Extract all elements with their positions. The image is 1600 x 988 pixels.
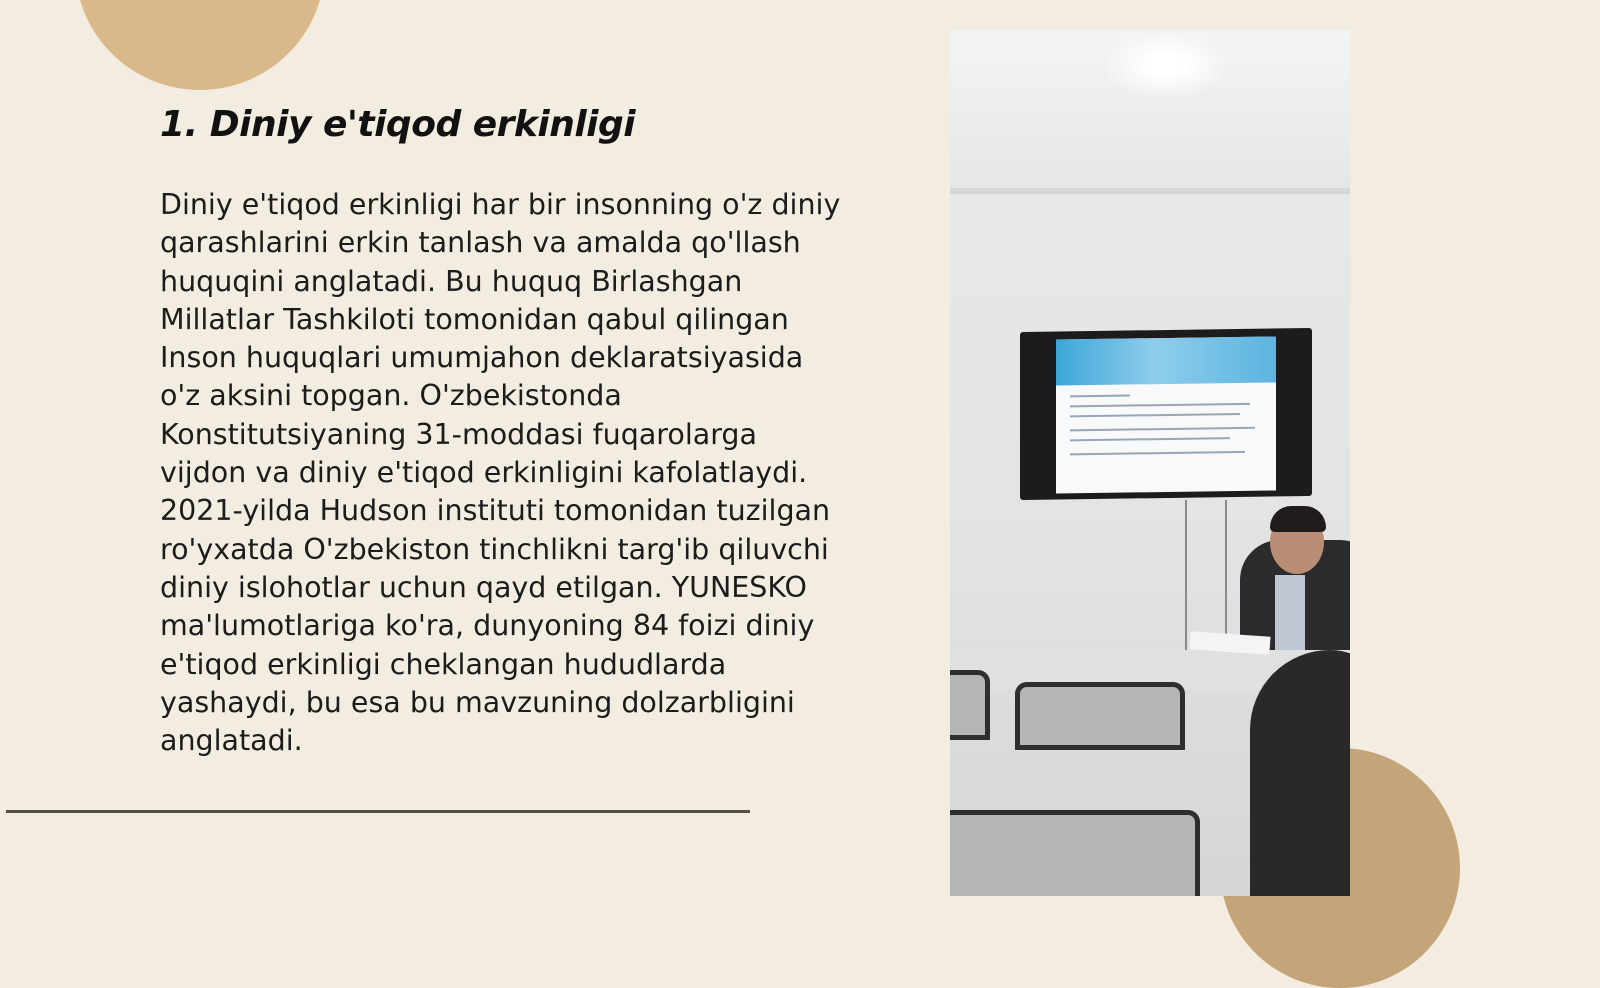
wall-trim — [950, 188, 1350, 194]
chair — [950, 670, 990, 740]
foreground-person — [1250, 650, 1350, 896]
classroom-photo — [950, 30, 1350, 896]
chair — [1015, 682, 1185, 750]
decorative-circle-top — [75, 0, 325, 90]
divider-line — [6, 810, 750, 813]
ceiling-light — [1100, 30, 1230, 100]
chair — [950, 810, 1200, 896]
presentation-screen — [1056, 336, 1276, 493]
presenter-hair — [1270, 506, 1326, 532]
screen-banner — [1056, 336, 1276, 385]
slide-title: 1. Diniy e'tiqod erkinligi — [160, 104, 636, 145]
wall-screen — [1020, 328, 1312, 500]
tv-cable — [1185, 500, 1187, 650]
slide-body-text: Diniy e'tiqod erkinligi har bir insonning o'z diniy qarashlarini erkin tanlash va amalda qo'llash huquqini anglatadi. Bu huquq Birlashgan Millatlar Tashkiloti tomonidan qabul qilingan Inson huquqlari umumjahon deklaratsiyasida o'z aksini topgan. O'zbekistonda Konstitutsiyaning 31-moddasi fuqarolarga vijdon va diniy e'tiqod erkinligini kafolatlaydi. 2021-yilda Hudson instituti tomonidan tuzilgan ro'yxatda O'zbekiston tinchlikni targ'ib qiluvchi diniy islohotlar uchun qayd etilgan. YUNESKO ma'lumotlariga ko'ra, dunyoning 84 foizi diniy e'tiqod erkinligi cheklangan hududlarda yashaydi, bu esa bu mavzuning dolzarbligini anglatadi. — [160, 188, 841, 758]
